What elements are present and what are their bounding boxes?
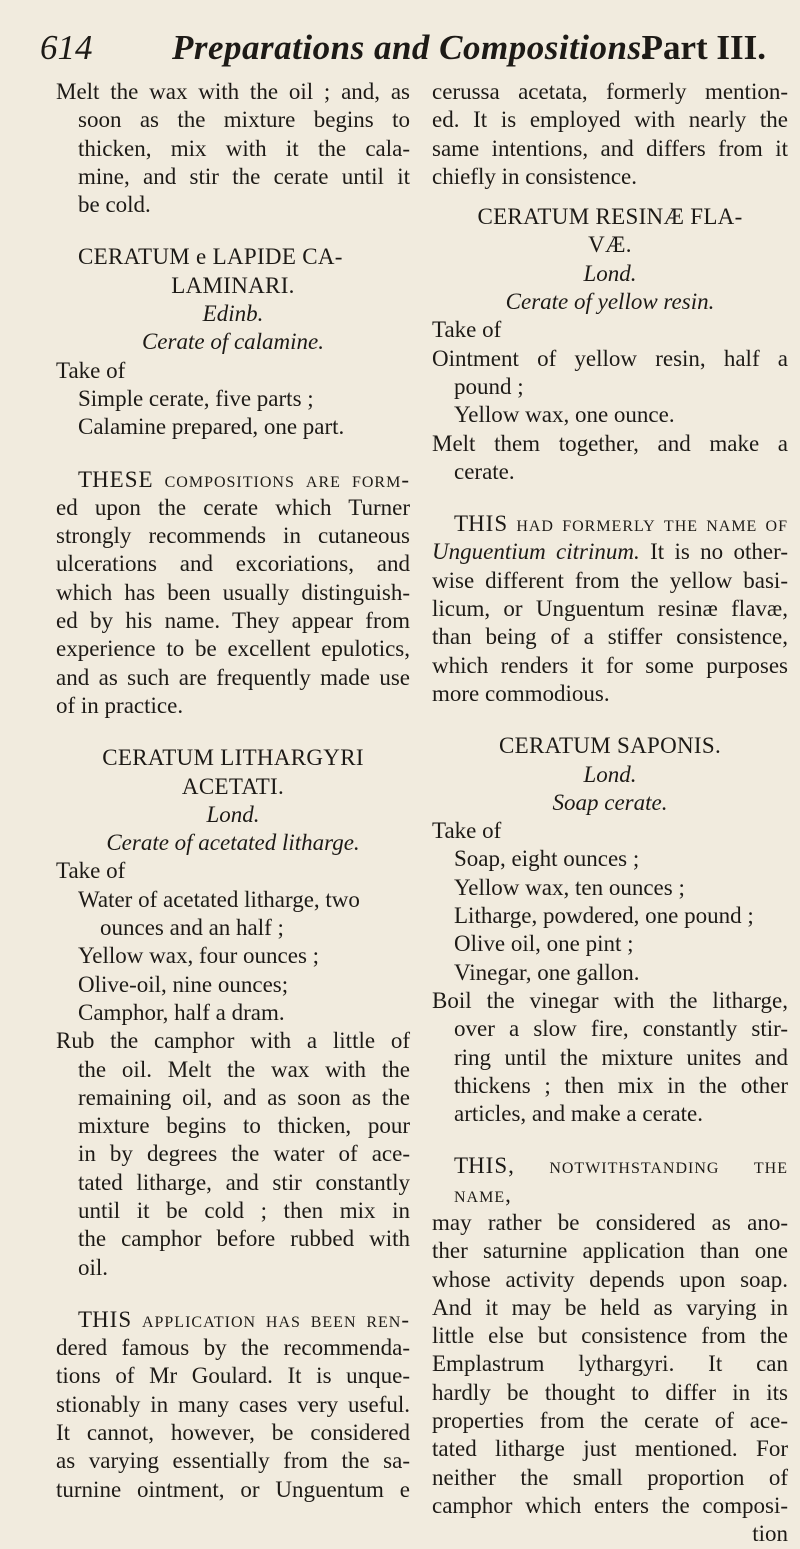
text-line: It cannot, however, be considered	[56, 1420, 410, 1446]
drop-letter: T	[78, 466, 93, 492]
text-line: And it may be held as varying in	[432, 1294, 788, 1320]
text-line: cerussa acetata, formerly mention-	[432, 79, 788, 104]
text-line: which has been usually distinguish-	[56, 579, 410, 605]
text-line: experience to be excellent epulotics,	[56, 636, 410, 662]
section-ceratum-saponis	[432, 732, 788, 1548]
english-title: Soap cerate.	[552, 789, 668, 815]
section-ceratum-resinae	[432, 203, 788, 708]
ingredient: Yellow wax, four ounces ;	[78, 943, 320, 969]
continued-paragraph	[432, 78, 788, 191]
page-header	[40, 20, 780, 76]
text-line: hardly be thought to differ in its	[432, 1379, 788, 1405]
text-line: Boil the vinegar with the litharge,	[432, 987, 788, 1013]
text-line: Emplastrum lythargyri. It can	[432, 1351, 788, 1377]
text-line: over a slow fire, constantly stir-	[454, 1016, 788, 1042]
text-line: camphor which enters the composi-	[432, 1492, 788, 1518]
text-line: ed by his name. They appear from	[56, 608, 410, 634]
drop-letter: T	[78, 1306, 93, 1332]
note-text: HESE compositions are form-	[92, 466, 410, 492]
text-line: tated litharge just mentioned. For	[432, 1436, 788, 1462]
ingredient: Ointment of yellow resin, half a	[432, 345, 788, 371]
text-line: of in practice.	[56, 692, 184, 718]
text-line: chiefly in consistence.	[432, 163, 638, 189]
ingredient: Simple cerate, five parts ;	[78, 385, 314, 411]
text-line: Melt the wax with the oil ; and, as	[56, 79, 410, 104]
section-ceratum-calamine	[56, 243, 410, 720]
right-column	[432, 78, 788, 1549]
text-line	[432, 538, 788, 566]
text-line: strongly recommends in cutaneous	[56, 523, 410, 549]
drop-letter: T	[454, 511, 469, 537]
text-line: articles, and make a cerate.	[454, 1101, 704, 1127]
text-line: may rather be considered as ano-	[432, 1209, 788, 1235]
pharmacopoeia-label: Lond.	[206, 801, 260, 827]
text-line: mixture begins to thicken, pour	[78, 1113, 410, 1139]
left-column	[56, 78, 410, 1504]
note-text: HIS application has been ren-	[92, 1306, 410, 1332]
text-line: the oil. Melt the wax with the	[78, 1056, 410, 1082]
section-heading: CERATUM SAPONIS.	[498, 733, 722, 759]
section-heading: CERATUM LITHARGYRI	[102, 745, 364, 771]
intro-paragraph	[56, 78, 410, 219]
text-line: same intentions, and differs from it	[432, 135, 788, 161]
text-line: which renders it for some purposes	[432, 652, 788, 678]
running-title: Preparations and Compositions.	[172, 28, 651, 67]
text-line: more commodious.	[432, 680, 610, 706]
text-line: ed upon the cerate which Turner	[56, 494, 410, 520]
section-heading: VÆ.	[588, 232, 632, 258]
text-line: and as such are frequently made use	[56, 664, 410, 690]
text-line: dered famous by the recommenda-	[56, 1335, 410, 1361]
text-line: ring until the mixture unites and	[454, 1044, 788, 1070]
text-line: ther saturnine application than one	[432, 1238, 788, 1264]
text-line: be cold.	[78, 192, 151, 218]
text-line: until it be cold ; then mix in	[78, 1197, 410, 1223]
note-first-line	[56, 466, 410, 494]
english-title: Cerate of acetated litharge.	[106, 830, 360, 856]
text-line: Melt them together, and make a	[432, 430, 788, 456]
page-number: 614	[40, 28, 93, 67]
take-of: Take of	[432, 317, 502, 343]
ingredient: Vinegar, one gallon.	[454, 959, 640, 985]
pharmacopoeia-label: Lond.	[583, 260, 637, 286]
text-line: ed. It is employed with nearly the	[432, 107, 788, 133]
text-line: turnine ointment, or Unguentum e	[56, 1476, 410, 1502]
text-line: licum, or Unguentum resinæ flavæ,	[432, 596, 788, 622]
text-line: neither the small proportion of	[432, 1464, 788, 1490]
text-line: Rub the camphor with a little of	[56, 1028, 410, 1054]
ingredient: Water of acetated litharge, two	[78, 886, 360, 912]
note-first-line	[432, 510, 788, 538]
note-first-line	[56, 1306, 410, 1334]
drop-letter: T	[454, 1153, 469, 1179]
section-ceratum-lithargyri	[56, 744, 410, 1504]
text-line: stionably in many cases very useful.	[56, 1391, 410, 1417]
section-heading: LAMINARI.	[171, 272, 295, 298]
take-of: Take of	[56, 357, 126, 383]
ingredient: Olive oil, one pint ;	[454, 931, 634, 957]
text-line: tated litharge, and stir constantly	[78, 1169, 410, 1195]
text-line: tions of Mr Goulard. It is unque-	[56, 1363, 410, 1389]
text-line: little else but consistence from the	[432, 1323, 788, 1349]
text-line: cerate.	[454, 458, 515, 484]
text-line: soon as the mixture begins to	[78, 107, 410, 133]
text-line: wise different from the yellow basi-	[432, 567, 788, 593]
ingredient: Yellow wax, ten ounces ;	[454, 874, 685, 900]
text-line: whose activity depends upon soap.	[432, 1266, 788, 1292]
section-heading: CERATUM RESINÆ FLA-	[477, 204, 743, 230]
text-line: the camphor before rubbed with	[78, 1226, 410, 1252]
text-line: oil.	[78, 1254, 109, 1280]
ingredient: Olive-oil, nine ounces;	[78, 971, 289, 997]
section-heading: ACETATI.	[181, 773, 285, 799]
text-line: than being of a stiffer consistence,	[432, 624, 788, 650]
ingredient: Yellow wax, one ounce.	[454, 402, 675, 428]
ingredient: ounces and an half ;	[100, 915, 284, 941]
catchword: tion	[752, 1521, 788, 1547]
text-line: thicken, mix with it the cala-	[78, 135, 410, 161]
ingredient: Soap, eight ounces ;	[454, 846, 640, 872]
text-line: remaining oil, and as soon as the	[78, 1084, 410, 1110]
text-line: thickens ; then mix in the other	[454, 1072, 788, 1098]
take-of: Take of	[432, 818, 502, 844]
note-text: HIS, notwithstanding the name,	[454, 1153, 788, 1207]
text-line: in by degrees the water of ace-	[78, 1141, 410, 1167]
ingredient: Calamine prepared, one part.	[78, 414, 345, 440]
note-first-line	[432, 1152, 788, 1209]
italic-term: Unguentium citrinum.	[432, 539, 640, 565]
text-line: as varying essentially from the sa-	[56, 1448, 410, 1474]
pharmacopoeia-label: Edinb.	[202, 301, 264, 327]
ingredient: Camphor, half a dram.	[78, 999, 285, 1025]
note-text: It is no other-	[639, 539, 788, 565]
english-title: Cerate of yellow resin.	[505, 289, 715, 315]
take-of: Take of	[56, 858, 126, 884]
english-title: Cerate of calamine.	[141, 329, 325, 355]
ingredient: Litharge, powdered, one pound ;	[454, 903, 754, 929]
text-line: properties from the cerate of ace-	[432, 1408, 788, 1434]
ingredient: pound ;	[454, 373, 524, 399]
text-line: ulcerations and excoriations, and	[56, 551, 410, 577]
part-label: Part III.	[641, 28, 766, 67]
text-line: mine, and stir the cerate until it	[78, 163, 410, 189]
pharmacopoeia-label: Lond.	[583, 761, 637, 787]
section-heading: CERATUM e LAPIDE CA-	[78, 244, 343, 270]
note-text: HIS had formerly the name of	[468, 511, 788, 537]
